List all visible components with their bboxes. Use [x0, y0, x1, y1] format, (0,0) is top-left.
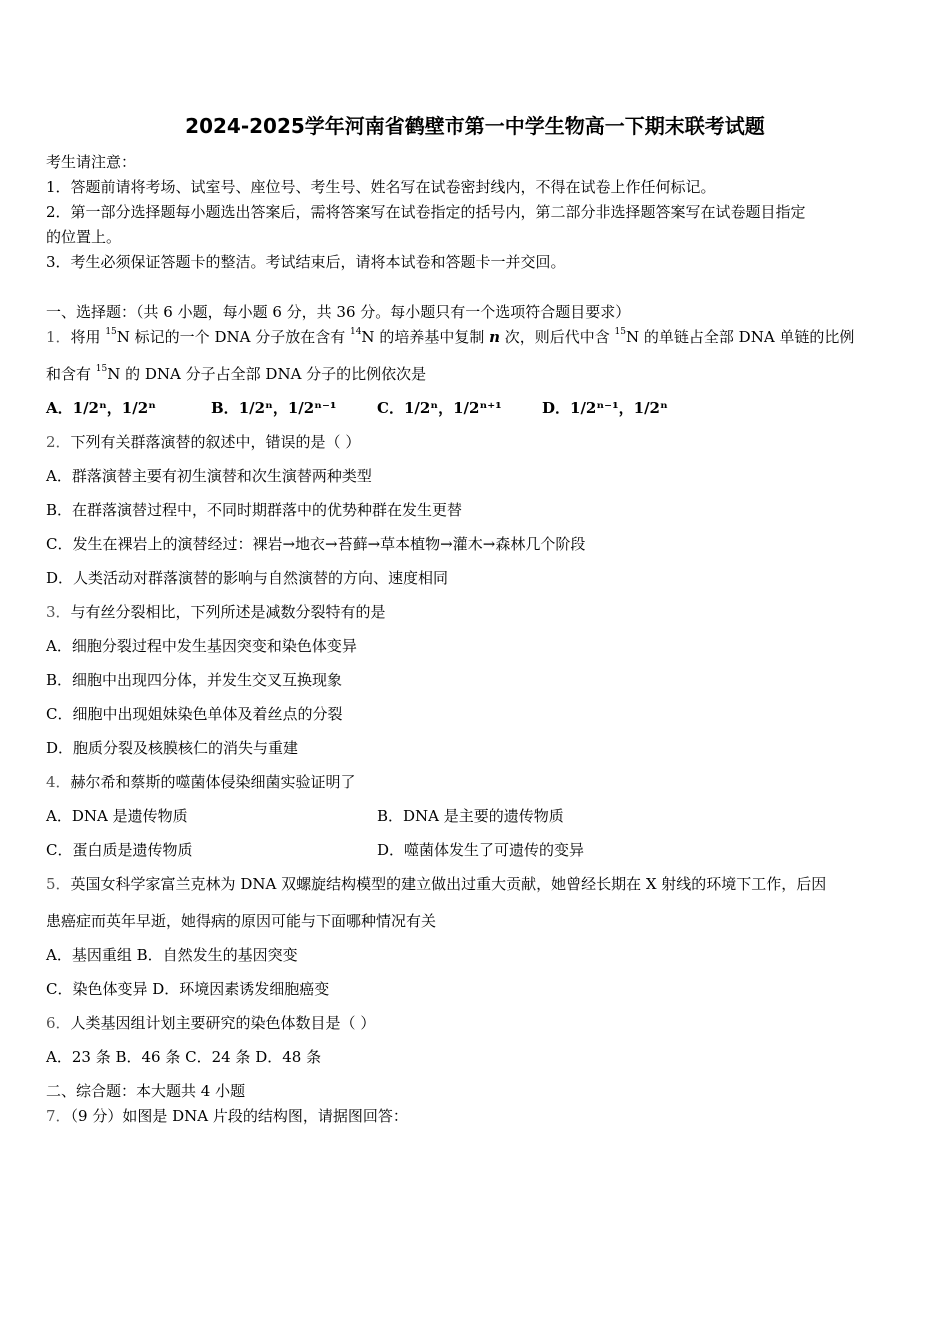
question-7-stem: 7．（9 分）如图是 DNA 片段的结构图，请据图回答：: [46, 1107, 408, 1125]
notice-item: 的位置上。: [46, 228, 122, 246]
question-2-option-c: C．发生在裸岩上的演替经过：裸岩→地衣→苔藓→草本植物→灌木→森林几个阶段: [46, 535, 586, 553]
question-3-option-c: C．细胞中出现姐妹染色单体及着丝点的分裂: [46, 705, 343, 723]
question-4-stem: 4．赫尔希和蔡斯的噬菌体侵染细菌实验证明了: [46, 773, 356, 791]
question-4-option-d: D．噬菌体发生了可遗传的变异: [377, 841, 585, 859]
question-1-line1: 1．将用 $^{15}$N 标记的一个 DNA 分子放在含有 $^{14}$N 的培养基中复制 n 次，则后代中含 $^{15}$N 的单链占全部 DNA 单链的比例: [46, 327, 855, 346]
question-1-option-c: C．1/2ⁿ，1/2ⁿ⁺¹: [377, 399, 502, 417]
notice-item: 1．答题前请将考场、试室号、座位号、考生号、姓名写在试卷密封线内，不得在试卷上作任何标记。: [46, 178, 716, 196]
page-title: 2024-2025学年河南省鹤壁市第一中学生物高一下期末联考试题: [185, 114, 765, 138]
notice-item: 3．考生必须保证答题卡的整洁。考试结束后，请将本试卷和答题卡一并交回。: [46, 253, 566, 271]
question-5-line2: 患癌症而英年早逝，她得病的原因可能与下面哪种情况有关: [46, 912, 437, 930]
question-2-option-b: B．在群落演替过程中，不同时期群落中的优势种群在发生更替: [46, 501, 463, 519]
notice-item: 2．第一部分选择题每小题选出答案后，需将答案写在试卷指定的括号内，第二部分非选择题答案写在试卷题目指定: [46, 203, 806, 221]
question-5-line1: 5．英国女科学家富兰克林为 DNA 双螺旋结构模型的建立做出过重大贡献，她曾经长期在 X 射线的环境下工作，后因: [46, 875, 827, 893]
question-3-option-d: D．胞质分裂及核膜核仁的消失与重建: [46, 739, 299, 757]
question-4-option-c: C．蛋白质是遗传物质: [46, 841, 193, 859]
question-1-option-d: D．1/2ⁿ⁻¹，1/2ⁿ: [542, 399, 668, 417]
question-4-option-a: A．DNA 是遗传物质: [46, 807, 188, 825]
question-3-option-b: B．细胞中出现四分体，并发生交叉互换现象: [46, 671, 343, 689]
section2-heading: 二、综合题：本大题共 4 小题: [46, 1082, 246, 1100]
question-1-line2: 和含有 $^{15}$N 的 DNA 分子占全部 DNA 分子的比例依次是: [46, 364, 427, 383]
section1-heading: 一、选择题：（共 6 小题，每小题 6 分，共 36 分。每小题只有一个选项符合题目要求）: [46, 303, 631, 321]
question-1-option-b: B．1/2ⁿ，1/2ⁿ⁻¹: [211, 399, 337, 417]
notice-heading: 考生请注意：: [46, 153, 137, 171]
question-1-option-a: A．1/2ⁿ，1/2ⁿ: [46, 399, 156, 417]
question-3-stem: 3．与有丝分裂相比，下列所述是减数分裂特有的是: [46, 603, 386, 621]
question-4-option-b: B．DNA 是主要的遗传物质: [377, 807, 564, 825]
question-6-stem: 6．人类基因组计划主要研究的染色体数目是（ ）: [46, 1014, 376, 1032]
question-2-option-d: D．人类活动对群落演替的影响与自然演替的方向、速度相同: [46, 569, 449, 587]
question-number: 1．: [46, 328, 71, 346]
question-5-options-row1: A．基因重组 B．自然发生的基因突变: [46, 946, 298, 964]
question-6-options-row: A．23 条 B．46 条 C．24 条 D．48 条: [46, 1048, 322, 1066]
question-2-option-a: A．群落演替主要有初生演替和次生演替两种类型: [46, 467, 372, 485]
question-3-option-a: A．细胞分裂过程中发生基因突变和染色体变异: [46, 637, 357, 655]
question-5-options-row2: C．染色体变异 D．环境因素诱发细胞癌变: [46, 980, 330, 998]
question-2-stem: 2．下列有关群落演替的叙述中，错误的是（ ）: [46, 433, 361, 451]
